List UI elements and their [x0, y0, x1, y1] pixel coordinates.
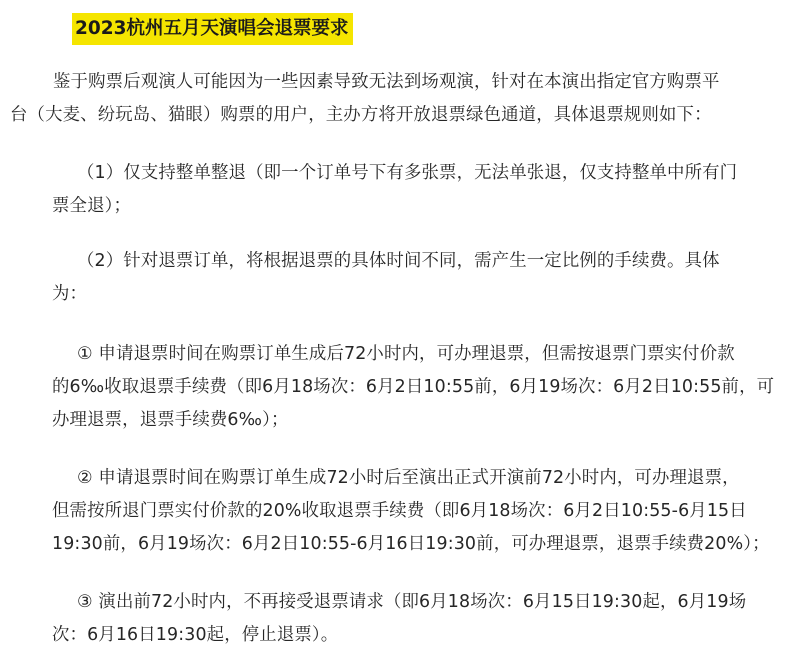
fee-item-1-line-2: 的6‰收取退票手续费（即6月18场次：6月2日10:55前，6月19场次：6月2日10:55前，可 — [52, 377, 775, 397]
fee-item-2-line-2: 但需按所退门票实付价款的20%收取退票手续费（即6月18场次：6月2日10:55-6月15日 — [52, 501, 747, 521]
fee-item-1-line-3: 办理退票，退票手续费6‰）； — [52, 410, 289, 430]
rule-1-line-1: （1）仅支持整单整退（即一个订单号下有多张票，无法单张退，仅支持整单中所有门 — [77, 163, 738, 183]
fee-item-3-line-2: 次：6月16日19:30起，停止退票）。 — [52, 625, 339, 645]
intro-line-2: 台（大麦、纷玩岛、猫眼）购票的用户，主办方将开放退票绿色通道，具体退票规则如下： — [10, 105, 712, 125]
fee-item-3-paragraph — [0, 586, 746, 652]
intro-line-1: 鉴于购票后观演人可能因为一些因素导致无法到场观演，针对在本演出指定官方购票平 — [53, 72, 720, 92]
rule-2-line-2: 为： — [52, 284, 88, 304]
page-title: 2023杭州五月天演唱会退票要求 — [72, 13, 353, 45]
rule-2-line-1: （2）针对退票订单，将根据退票的具体时间不同，需产生一定比例的手续费。具体 — [77, 251, 720, 271]
fee-item-1-line-1: ① 申请退票时间在购票订单生成后72小时内，可办理退票，但需按退票门票实付价款 — [77, 344, 735, 364]
intro-paragraph — [0, 66, 720, 132]
fee-item-2-line-3: 19:30前，6月19场次：6月2日10:55-6月16日19:30前，可办理退票，退票手续费20%）； — [52, 534, 770, 554]
rule-1-paragraph — [0, 157, 737, 223]
rule-1-line-2: 票全退）； — [52, 196, 132, 216]
fee-item-2-line-1: ② 申请退票时间在购票订单生成72小时后至演出正式开演前72小时内，可办理退票， — [77, 468, 740, 488]
rule-2-paragraph — [0, 245, 720, 311]
fee-item-1-paragraph — [0, 338, 774, 437]
fee-item-3-line-1: ③ 演出前72小时内，不再接受退票请求（即6月18场次：6月15日19:30起，6月19场 — [77, 592, 747, 612]
fee-item-2-paragraph — [0, 462, 770, 561]
